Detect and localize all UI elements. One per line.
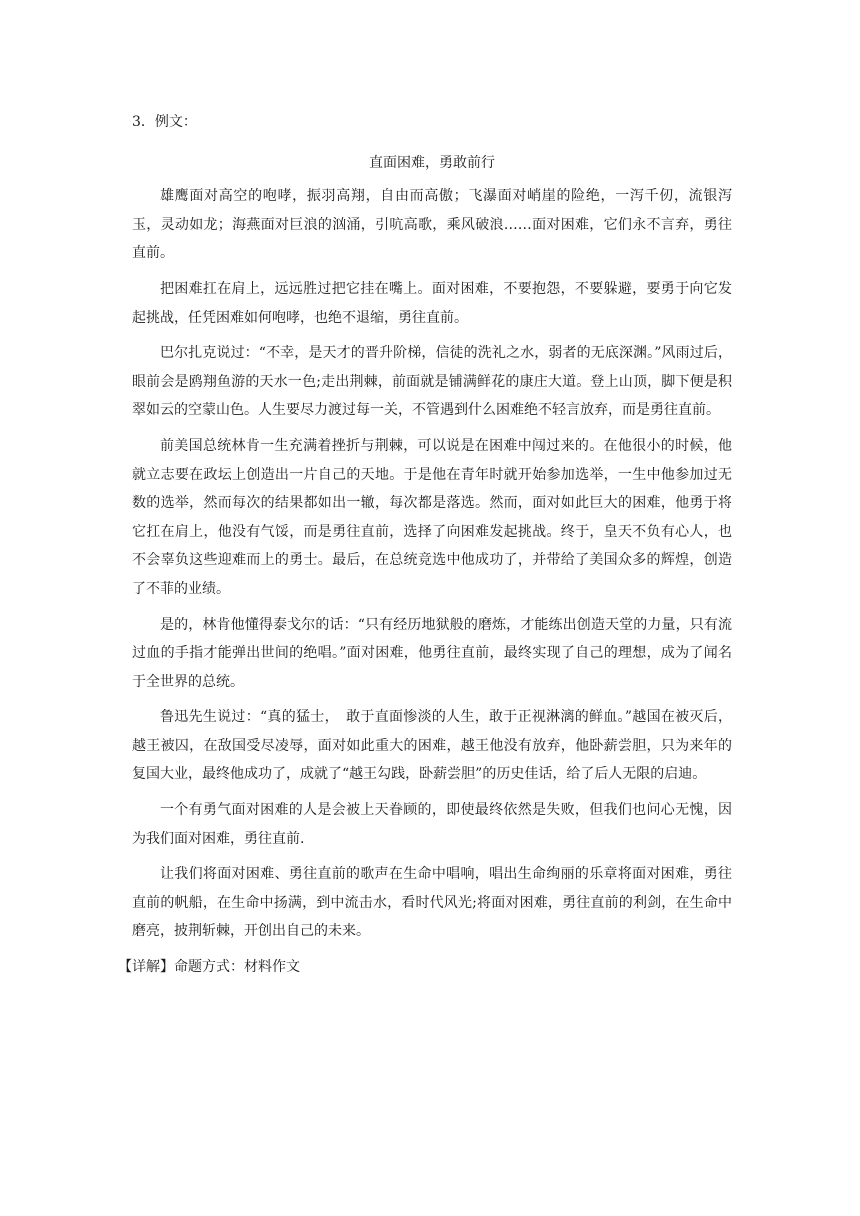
essay-paragraph-2: 把困难扛在肩上，远远胜过把它挂在嘴上。面对困难，不要抱怨，不要躲避，要勇于向它发起挑战，任凭困难如何咆哮，也绝不退缩，勇往直前。 <box>132 280 732 326</box>
essay-paragraph-6: 鲁迅先生说过：“真的猛士， 敢于直面惨淡的人生，敢于正视淋漓的鲜血。”越国在被灭后，越王被囚，在敌国受尽凌辱，面对如此重大的困难，越王他没有放弃，他卧薪尝胆，只为来年的复国大业，最终他成功了，成就了“越王勾践，卧薪尝胆”的历史佳话，给了后人无限的启迪。 <box>132 709 732 783</box>
essay-title: 直面困难，勇敢前行 <box>369 154 495 171</box>
detail-note: 【详解】命题方式：材料作文 <box>118 959 300 976</box>
essay-paragraph-8: 让我们将面对困难、勇往直前的歌声在生命中唱响，唱出生命绚丽的乐章将面对困难，勇往直前的帆船，在生命中扬满，到中流击水，看时代风光;将面对困难，勇往直前的利剑，在生命中磨亮，披荆斩棘，开创出自己的未来。 <box>132 866 732 940</box>
essay-paragraph-5: 是的，林肯他懂得泰戈尔的话：“只有经历地狱般的磨炼，才能练出创造天堂的力量，只有流过血的手指才能弹出世间的绝唱。”面对困难，他勇往直前，最终实现了自己的理想，成为了闻名于全世界的总统。 <box>132 616 732 690</box>
essay-paragraph-3: 巴尔扎克说过：“不幸，是天才的晋升阶梯，信徒的洗礼之水，弱者的无底深渊。”风雨过后，眼前会是鸥翔鱼游的天水一色;走出荆棘，前面就是铺满鲜花的康庄大道。登上山顶，脚下便是积翠如云的空蒙山色。人生要尽力渡过每一关，不管遇到什么困难绝不轻言放弃，而是勇往直前。 <box>132 345 732 419</box>
essay-paragraph-4: 前美国总统林肯一生充满着挫折与荆棘，可以说是在困难中闯过来的。在他很小的时候，他就立志要在政坛上创造出一片自己的天地。于是他在青年时就开始参加选举，一生中他参加过无数的选举，然而每次的结果都如出一辙，每次都是落选。然而，面对如此巨大的困难，他勇于将它扛在肩上，他没有气馁，而是勇往直前，选择了向困难发起挑战。终于，皇天不负有心人，也不会辜负这些迎难而上的勇士。最后，在总统竞选中他成功了，并带给了美国众多的辉煌，创造了不菲的业绩。 <box>132 437 732 597</box>
section-number: 3．例文： <box>132 114 197 130</box>
essay-paragraph-1: 雄鹰面对高空的咆哮，振羽高翔，自由而高傲；飞瀑面对峭崖的险绝，一泻千仞，流银泻玉，灵动如龙；海燕面对巨浪的汹涌，引吭高歌，乘风破浪……面对困难，它们永不言弃，勇往直前。 <box>132 188 732 262</box>
document-content <box>118 108 732 982</box>
essay-paragraph-7: 一个有勇气面对困难的人是会被上天眷顾的，即使最终依然是失败，但我们也问心无愧，因为我们面对困难，勇往直前. <box>132 802 732 847</box>
